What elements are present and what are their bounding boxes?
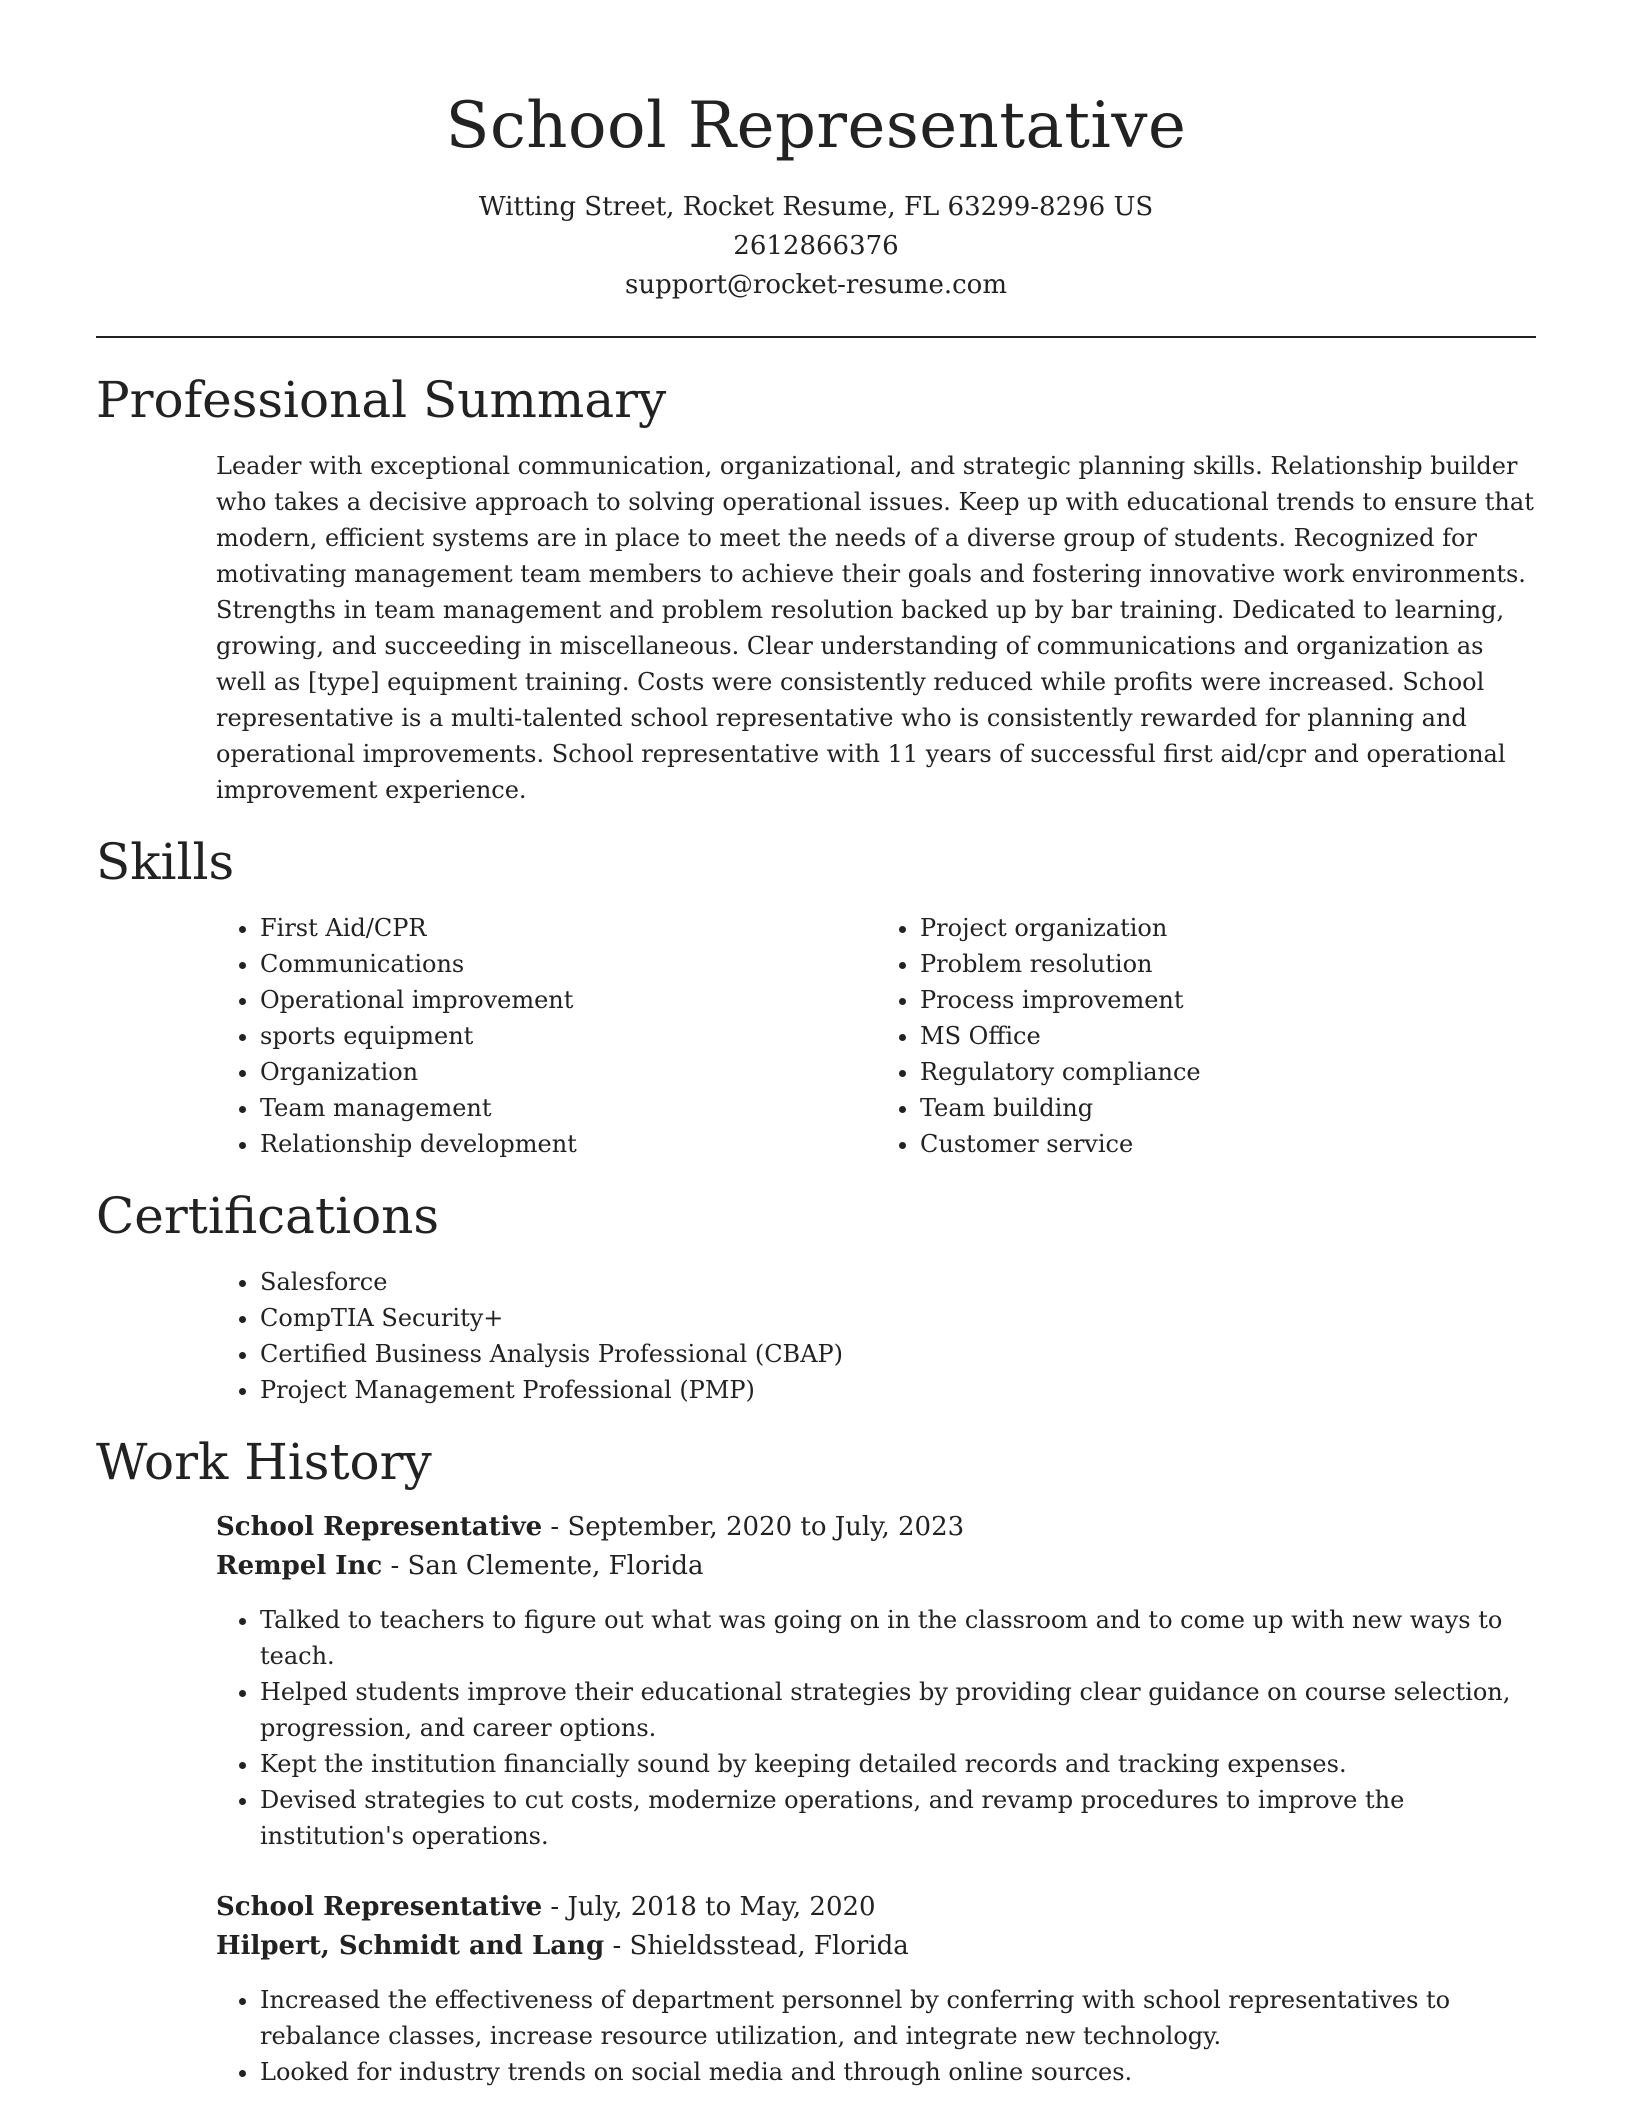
contact-info — [96, 188, 1536, 305]
job-company-line — [216, 1927, 1536, 1966]
skill-item: • Communications — [260, 946, 876, 982]
skill-item: • MS Office — [920, 1018, 1536, 1054]
resume-content — [96, 0, 1536, 2090]
skills-column-left — [216, 910, 876, 1162]
job-bullet: • Kept the institution financially sound by keeping detailed records and tracking expenses. — [260, 1746, 1536, 1782]
header-divider — [96, 336, 1536, 338]
email: support@rocket-resume.com — [624, 270, 1007, 300]
job-bullets — [216, 1982, 1536, 2090]
job-bullet: • Devised strategies to cut costs, modernize operations, and revamp procedures to improve the institution's operations. — [260, 1782, 1536, 1854]
job-entry — [216, 1888, 1536, 2090]
job-entry — [216, 1508, 1536, 1854]
certifications-list — [216, 1264, 1536, 1408]
job-company: Hilpert, Schmidt and Lang — [216, 1931, 605, 1961]
skill-item: • Regulatory compliance — [920, 1054, 1536, 1090]
section-title-work-history: Work History — [96, 1433, 432, 1491]
job-bullet: • Helped students improve their educational strategies by providing clear guidance on course selection, progression, and career options. — [260, 1674, 1536, 1746]
resume-header — [96, 0, 1536, 305]
skill-item: • First Aid/CPR — [260, 910, 876, 946]
address: Witting Street, Rocket Resume, FL 63299-8296 US — [478, 192, 1154, 222]
certification-item: • Certified Business Analysis Professional (CBAP) — [260, 1336, 1536, 1372]
job-role: School Representative — [216, 1892, 543, 1922]
section-title-summary: Professional Summary — [96, 371, 667, 429]
skill-item: • Team building — [920, 1090, 1536, 1126]
section-title-skills: Skills — [96, 833, 235, 891]
job-role: School Representative — [216, 1512, 543, 1542]
job-title-line — [216, 1508, 1536, 1547]
skill-item: • Project organization — [920, 910, 1536, 946]
certifications-bullets — [216, 1264, 1536, 1408]
skills-list — [216, 910, 1536, 1162]
summary-text: Leader with exceptional communication, organizational, and strategic planning skills. Relationship builder who takes a decisive approach to solving operational issues. Keep up with educational trends to ensure that modern, efficient systems are in place to meet the needs of a diverse group of students. Recognized for motivating management team members to achieve their goals and fostering innovative work environments. Strengths in team management and problem resolution backed up by bar training. Dedicated to learning, growing, and succeeding in miscellaneous. Clear understanding of communications and organization as well as [type] equipment training. Costs were consistently reduced while profits were increased. School representative is a multi-talented school representative who is consistently rewarded for planning and operational improvements. School representative with 11 years of successful first aid/cpr and operational improvement experience. — [216, 452, 1534, 804]
job-company-line — [216, 1547, 1536, 1586]
skill-item: • Problem resolution — [920, 946, 1536, 982]
certification-item: • CompTIA Security+ — [260, 1300, 1536, 1336]
job-bullets — [216, 1602, 1536, 1854]
job-bullet: • Talked to teachers to figure out what was going on in the classroom and to come up with new ways to teach. — [260, 1602, 1536, 1674]
certification-item: • Project Management Professional (PMP) — [260, 1372, 1536, 1408]
job-title-line — [216, 1888, 1536, 1927]
section-title-certifications: Certifications — [96, 1187, 440, 1245]
skill-item: • Team management — [260, 1090, 876, 1126]
phone: 2612866376 — [733, 231, 899, 261]
skill-item: • Organization — [260, 1054, 876, 1090]
skill-item: • Customer service — [920, 1126, 1536, 1162]
job-dates: - September, 2020 to July, 2023 — [542, 1512, 965, 1542]
job-bullet: • Looked for industry trends on social media and through online sources. — [260, 2054, 1536, 2090]
skill-item: • Process improvement — [920, 982, 1536, 1018]
job-location: - San Clemente, Florida — [382, 1551, 704, 1581]
certification-item: • Salesforce — [260, 1264, 1536, 1300]
job-dates: - July, 2018 to May, 2020 — [542, 1892, 876, 1922]
job-company: Rempel Inc — [216, 1551, 383, 1581]
skill-item: • sports equipment — [260, 1018, 876, 1054]
job-bullet: • Increased the effectiveness of department personnel by conferring with school representatives to rebalance classes, increase resource utilization, and integrate new technology. — [260, 1982, 1536, 2054]
skill-item: • Operational improvement — [260, 982, 876, 1018]
candidate-name: School Representative — [445, 89, 1187, 163]
skill-item: • Relationship development — [260, 1126, 876, 1162]
skills-column-right — [876, 910, 1536, 1162]
job-location: - Shieldsstead, Florida — [604, 1931, 909, 1961]
